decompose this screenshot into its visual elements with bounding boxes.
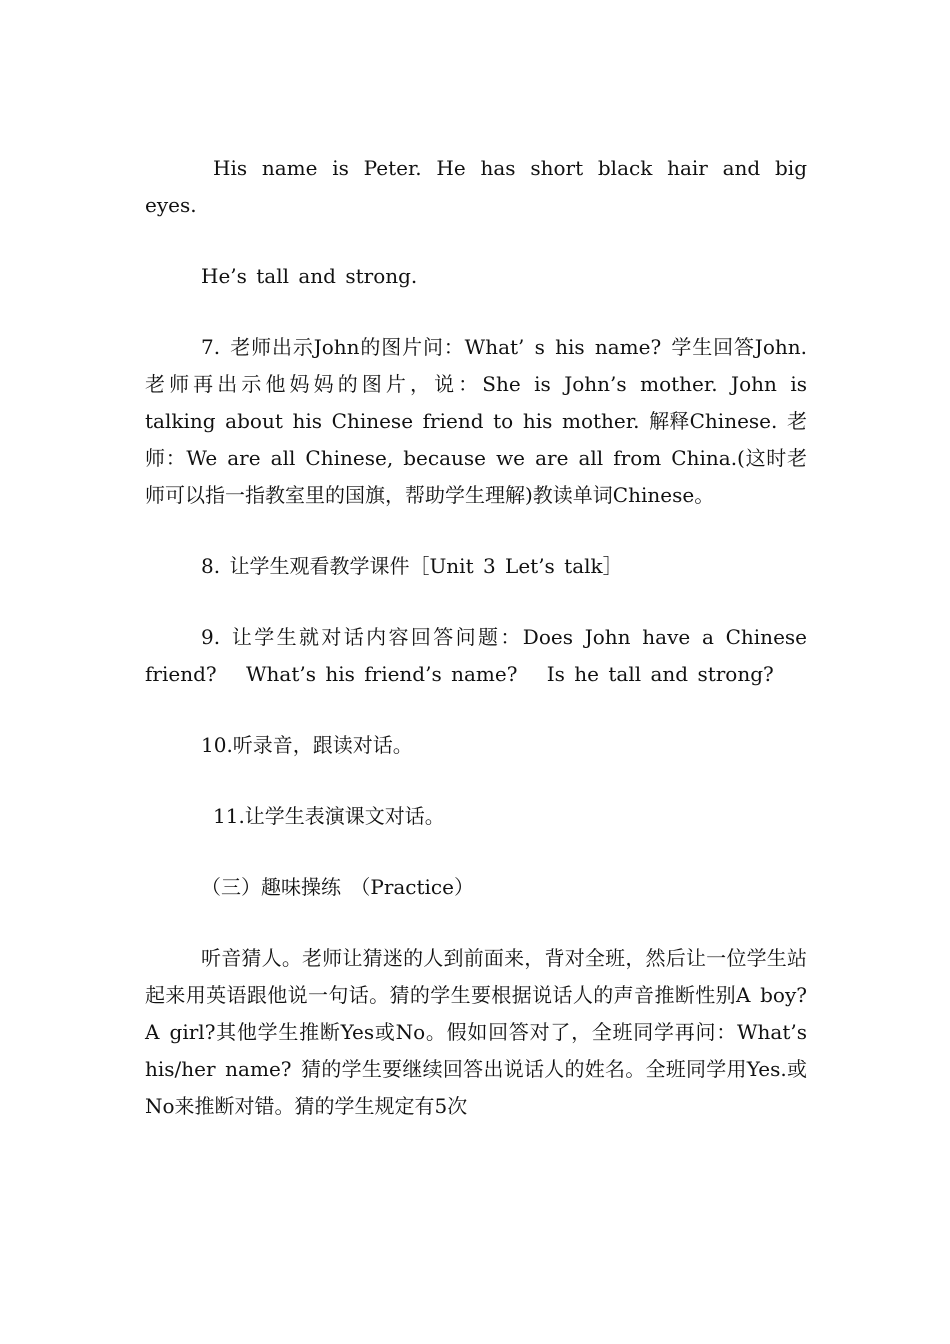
- paragraph-step-10: 10.听录音，跟读对话。: [201, 733, 413, 757]
- section-heading-practice: （三）趣味操练 （Practice）: [201, 875, 474, 899]
- paragraph-tall-strong: He’s tall and strong.: [201, 264, 418, 288]
- paragraph-step-9: 9. 让学生就对话内容回答问题：Does John have a Chinese friend? What’s his friend’s name? Is he tall and strong?: [145, 625, 807, 686]
- document-body: [145, 150, 807, 1125]
- paragraph-peter-description: His name is Peter. He has short black hair and big eyes.: [145, 156, 807, 217]
- paragraph-step-11: 11.让学生表演课文对话。: [213, 804, 445, 828]
- paragraph-step-7: 7. 老师出示John的图片问：What’ s his name? 学生回答John.老师再出示他妈妈的图片，说：She is John’s mother. John is talking about his Chinese friend to his mother. 解释Chinese. 老师：We are all Chinese, because we are all from China.(这时老师可以指一指教室里的国旗，帮助学生理解)教读单词Chinese。: [145, 335, 807, 507]
- paragraph-step-8: 8. 让学生观看教学课件［Unit 3 Let’s talk］: [201, 554, 623, 578]
- paragraph-guessing-game: 听音猜人。老师让猜迷的人到前面来，背对全班，然后让一位学生站起来用英语跟他说一句话。猜的学生要根据说话人的声音推断性别A boy? A girl?其他学生推断Yes或No。假如回答对了，全班同学再问：What’s his/her name? 猜的学生要继续回答出说话人的姓名。全班同学用Yes.或No来推断对错。猜的学生规定有5次: [145, 946, 807, 1118]
